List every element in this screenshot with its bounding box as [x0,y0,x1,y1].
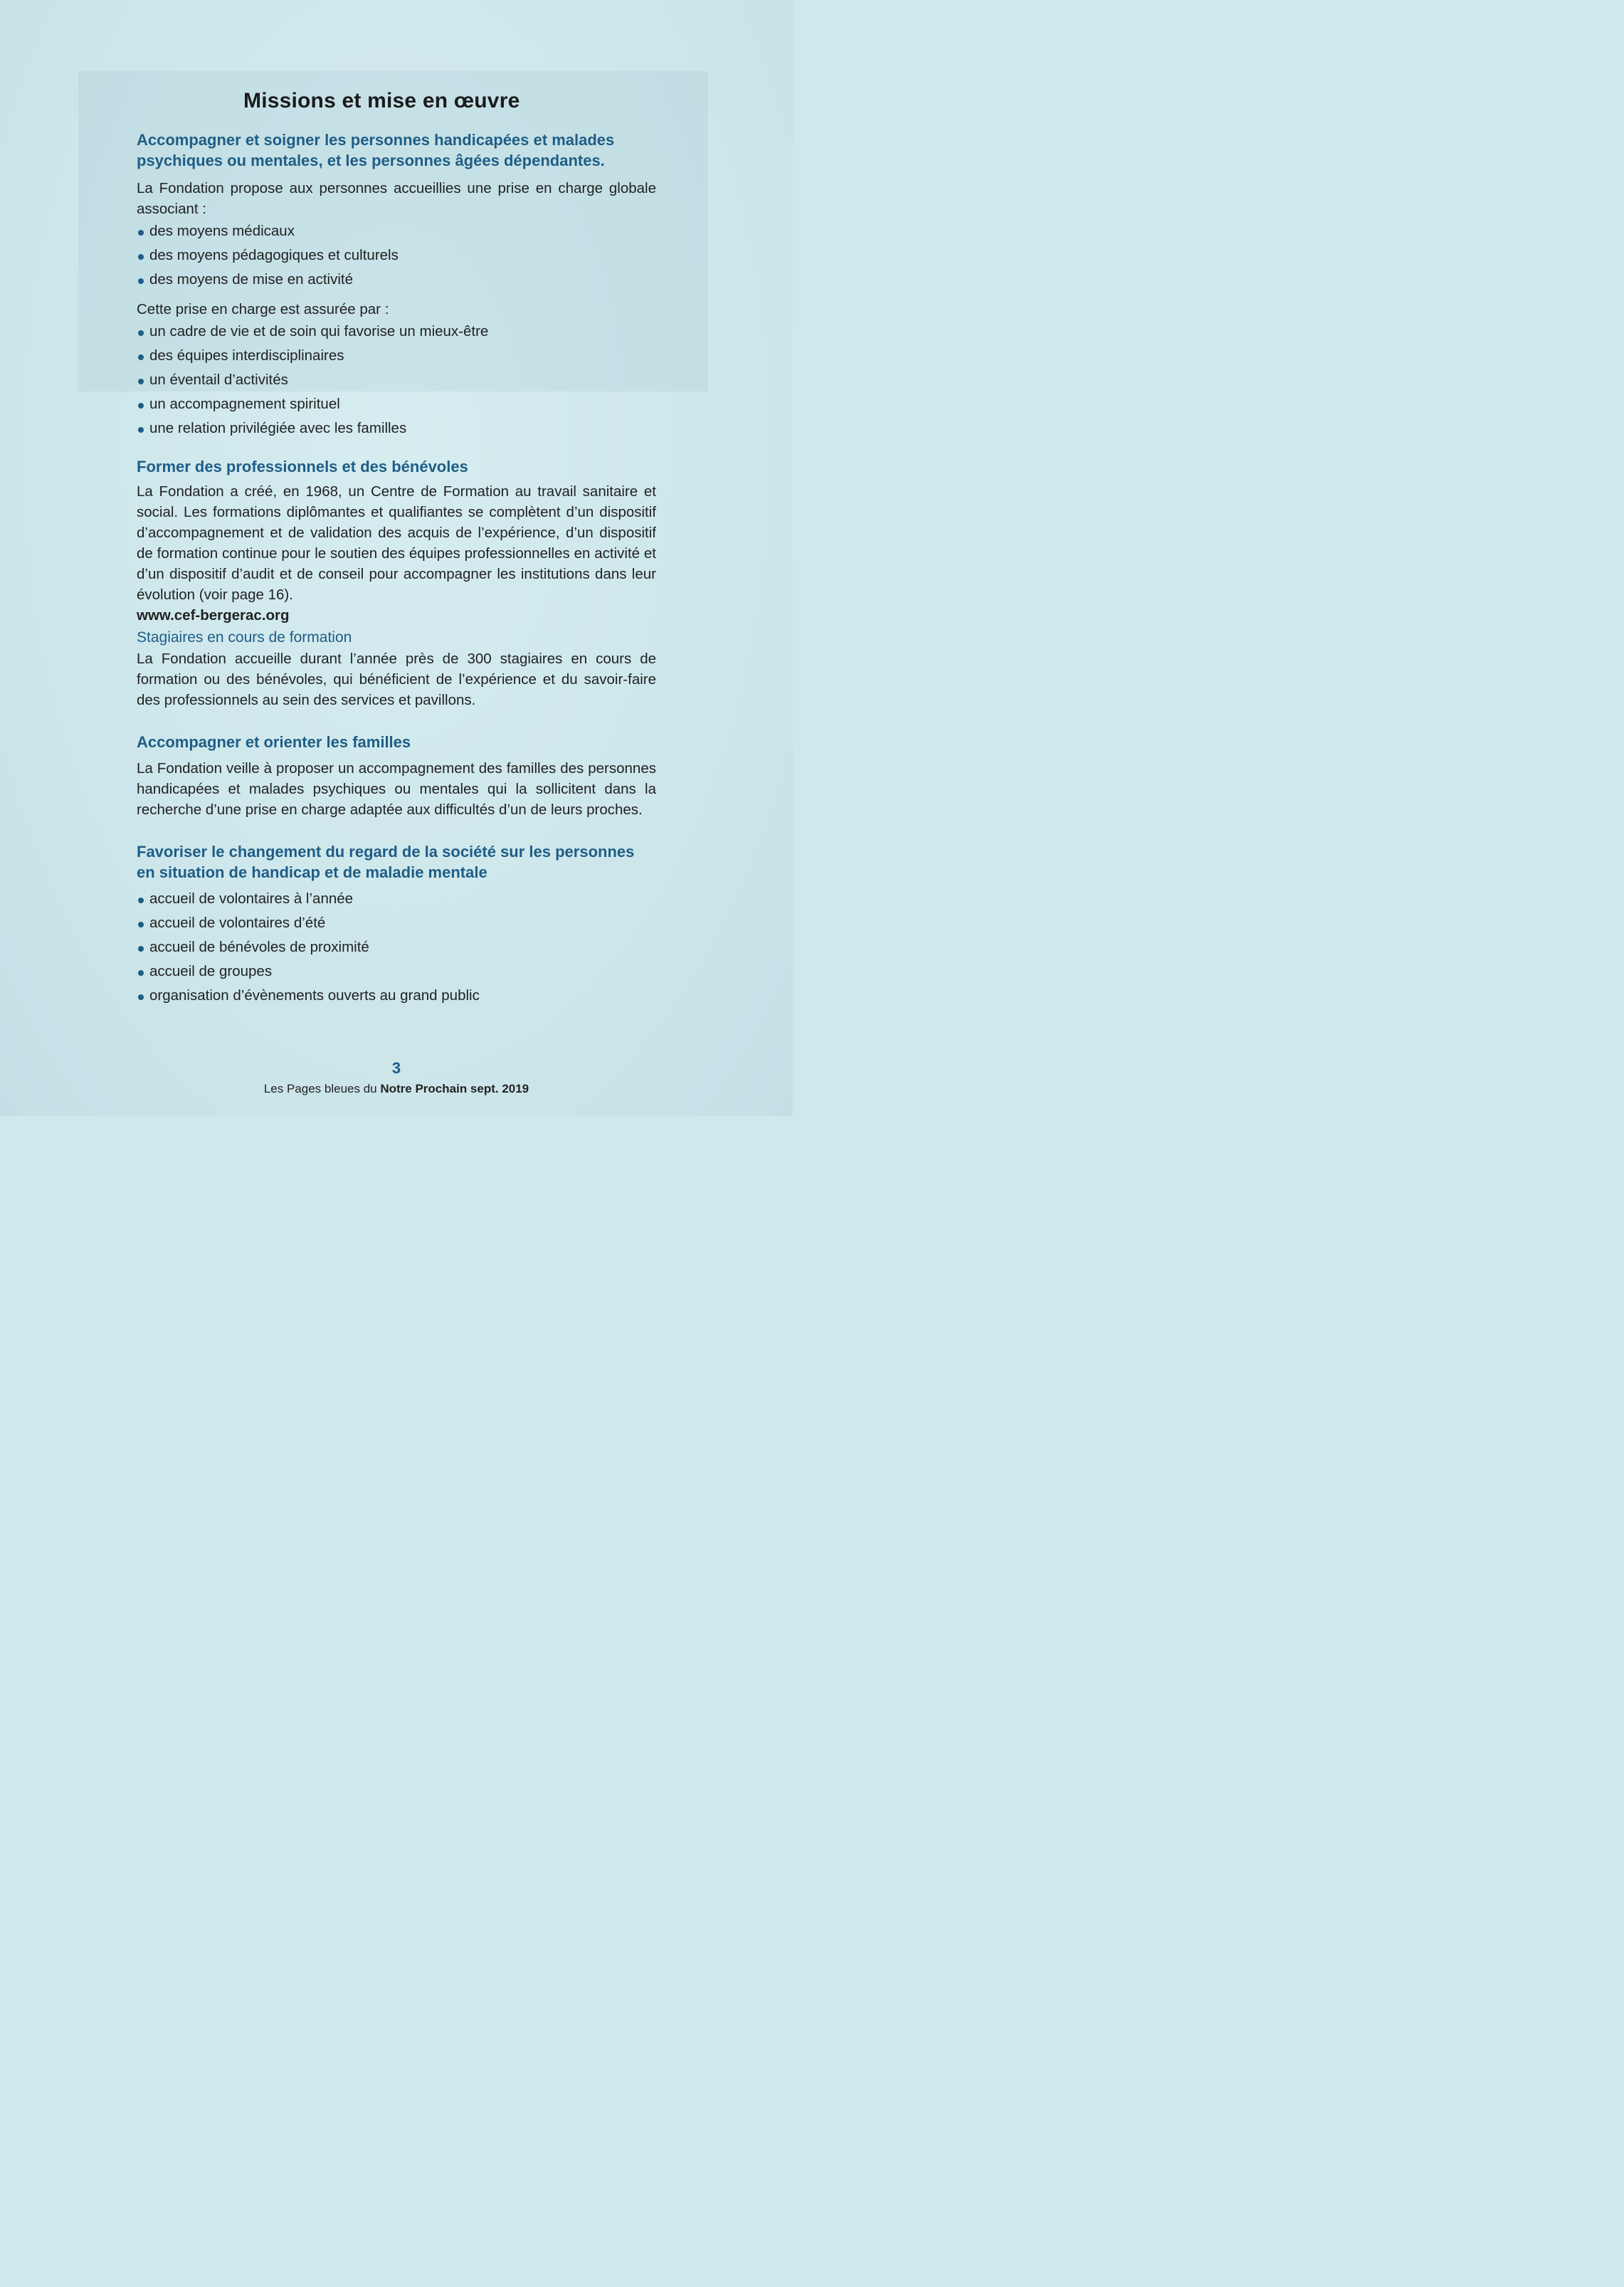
footer-publication: Notre Prochain sept. 2019 [380,1082,529,1095]
provisions-list [137,320,656,441]
list-item: des équipes interdisciplinaires [137,344,656,368]
section-heading: Former des professionnels et des bénévoles [137,458,468,475]
section-body: La Fondation a créé, en 1968, un Centre de Formation au travail sanitaire et social. Les formations diplômantes et qualifiantes se complètent d’un dispositif d’accompagnement et de validation des acquis de l’expérience, d’un dispositif de formation continue pour le soutien des équipes professionnelles en activité et d’un dispositif d’audit et de conseil pour accompagner les institutions dans leur évolution (voir page 16). [137,483,656,603]
list-item: accueil de bénévoles de proximité [137,935,656,960]
list-item: un éventail d’activités [137,368,656,392]
footer-prefix: Les Pages bleues du [263,1082,381,1095]
section-intro-2: Cette prise en charge est assurée par : [137,301,389,317]
section-subheading: Stagiaires en cours de formation [137,629,352,646]
section-heading: Accompagner et orienter les familles [137,733,411,751]
list-item: organisation d’évènements ouverts au grand public [137,984,656,1008]
list-item: des moyens pédagogiques et culturels [137,243,656,268]
page-title: Missions et mise en œuvre [243,89,520,112]
section-heading: Accompagner et soigner les personnes handicapées et malades psychiques ou mentales, et les personnes âgées dépendantes. [137,131,615,169]
section-body: La Fondation veille à proposer un accompagnement des familles des personnes handicapées et malades psychiques ou mentales qui la sollicitent dans la recherche d’une prise en charge adaptée aux difficultés d’un de leurs proches. [137,760,656,818]
footer [0,1082,793,1096]
actions-list [137,887,656,1008]
website-link[interactable]: www.cef-bergerac.org [137,607,290,624]
list-item: accueil de volontaires d’été [137,911,656,935]
page [0,0,793,1116]
list-item: accueil de volontaires à l’année [137,887,656,911]
section-heading: Favoriser le changement du regard de la société sur les personnes en situation de handicap et de maladie mentale [137,843,635,881]
main-content [137,85,656,1008]
means-list [137,219,656,292]
list-item: des moyens de mise en activité [137,268,656,292]
list-item: une relation privilégiée avec les familles [137,416,656,441]
section-accompagner-soigner [137,130,656,441]
section-intro: La Fondation propose aux personnes accueillies une prise en charge globale associant : [137,180,656,217]
list-item: un cadre de vie et de soin qui favorise un mieux-être [137,320,656,344]
list-item: des moyens médicaux [137,219,656,243]
section-former-professionnels [137,456,656,710]
page-number: 3 [391,1059,401,1077]
list-item: un accompagnement spirituel [137,392,656,416]
section-changement-regard [137,841,656,1008]
section-body-2: La Fondation accueille durant l’année près de 300 stagiaires en cours de formation ou des bénévoles, qui bénéficient de l’expérience et du savoir-faire des professionnels au sein des services et pavillons. [137,651,656,708]
list-item: accueil de groupes [137,960,656,984]
section-accompagner-familles [137,732,656,820]
